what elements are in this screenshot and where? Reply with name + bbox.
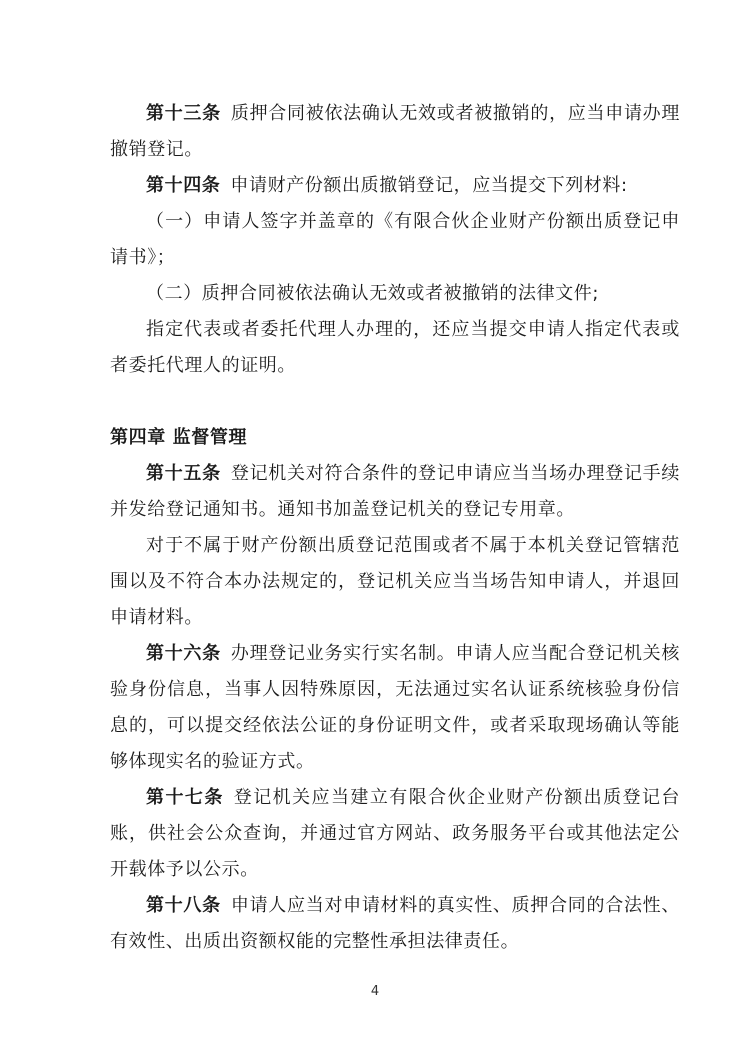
article-15-heading: 第十五条 <box>146 463 221 484</box>
article-16-heading: 第十六条 <box>146 643 221 664</box>
article-18 <box>110 888 680 960</box>
article-15-paragraph-2: 对于不属于财产份额出质登记范围或者不属于本机关登记管辖范围以及不符合本办法规定的，登记机关应当当场告知申请人，并退回申请材料。 <box>110 535 680 628</box>
page-number: 4 <box>370 984 380 999</box>
article-18-text: 申请人应当对申请材料的真实性、质押合同的合法性、有效性、出质出资额权能的完整性承担法律责任。 <box>110 895 680 952</box>
article-15-text: 登记机关对符合条件的登记申请应当当场办理登记手续并发给登记通知书。通知书加盖登记机关的登记专用章。 <box>110 463 680 520</box>
article-16 <box>110 636 680 780</box>
article-13 <box>110 96 680 168</box>
article-15 <box>110 456 680 528</box>
article-14 <box>110 168 680 204</box>
article-16-text: 办理登记业务实行实名制。申请人应当配合登记机关核验身份信息，当事人因特殊原因，无法通过实名认证系统核验身份信息的，可以提交经依法公证的身份证明文件，或者采取现场确认等能够体现实名的验证方式。 <box>110 643 680 772</box>
article-18-heading: 第十八条 <box>146 895 221 916</box>
article-14-heading: 第十四条 <box>146 175 221 196</box>
chapter-4-title: 第四章 监督管理 <box>110 427 248 448</box>
article-17-text: 登记机关应当建立有限合伙企业财产份额出质登记台账，供社会公众查询，并通过官方网站、政务服务平台或其他法定公开载体予以公示。 <box>110 787 680 880</box>
article-14-note: 指定代表或者委托代理人办理的，还应当提交申请人指定代表或者委托代理人的证明。 <box>110 319 680 376</box>
article-17 <box>110 780 680 888</box>
article-14-text: 申请财产份额出质撤销登记，应当提交下列材料: <box>230 175 628 196</box>
article-13-heading: 第十三条 <box>146 103 221 124</box>
article-14-item-2: （二）质押合同被依法确认无效或者被撤销的法律文件; <box>146 283 600 304</box>
article-14-item-1: （一）申请人签字并盖章的《有限合伙企业财产份额出质登记申请书》； <box>110 211 680 268</box>
article-13-text: 质押合同被依法确认无效或者被撤销的，应当申请办理撤销登记。 <box>110 103 680 160</box>
document-body <box>110 96 680 960</box>
article-17-heading: 第十七条 <box>146 787 224 808</box>
